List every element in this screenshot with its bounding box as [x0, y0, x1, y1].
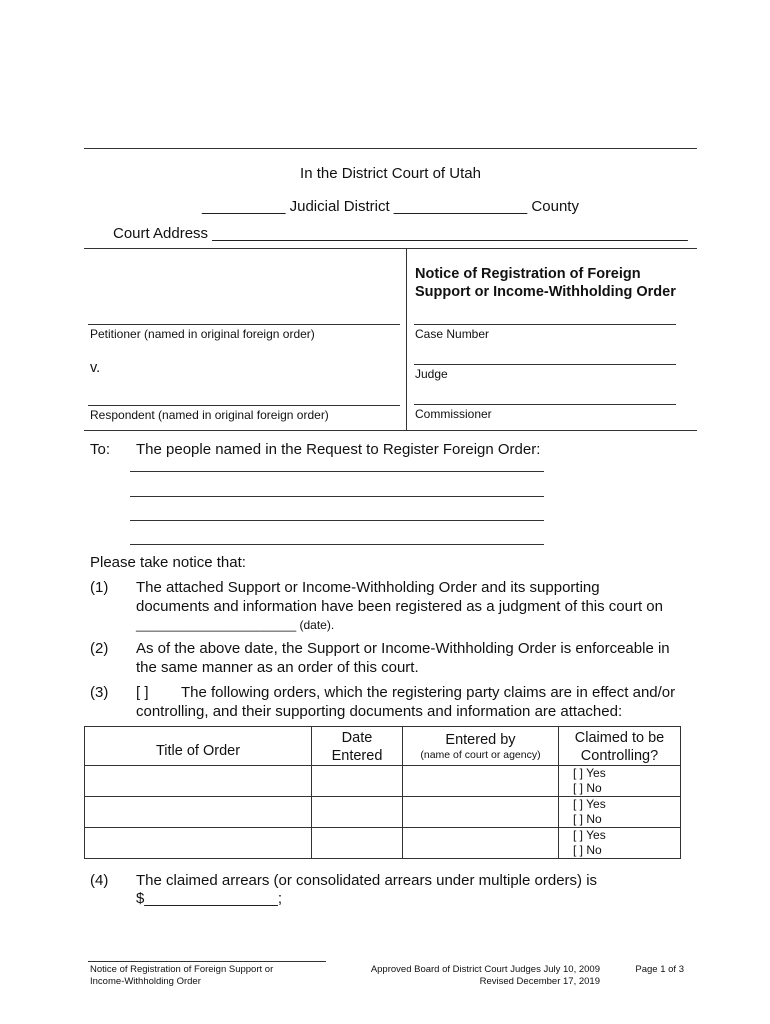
orders-table-header — [85, 727, 681, 766]
respondent-line — [88, 405, 400, 406]
commissioner-label: Commissioner — [415, 407, 492, 421]
claimed-controlling-cell — [559, 797, 681, 828]
item-1-number: (1) — [90, 579, 109, 596]
commissioner-line — [414, 404, 676, 405]
header-date-entered — [312, 727, 403, 766]
petitioner-line — [88, 324, 400, 325]
item-2-line-1: As of the above date, the Support or Income-Withholding Order is enforceable in — [136, 640, 670, 657]
table-row — [85, 828, 681, 859]
no-checkbox[interactable]: [ ] No — [573, 781, 602, 795]
item-4-amount-line: $________________; — [136, 890, 282, 907]
item-4-line-1: The claimed arrears (or consolidated arrears under multiple orders) is — [136, 872, 598, 889]
header-claimed-label-1: Claimed to be — [574, 730, 665, 746]
table-row — [85, 766, 681, 797]
header-claimed-controlling — [559, 727, 681, 766]
court-address-line: Court Address _________________________________________________________ — [113, 225, 688, 242]
case-number-label: Case Number — [415, 327, 490, 341]
caption-bottom-rule — [84, 430, 697, 431]
versus-label: v. — [90, 360, 101, 376]
title-of-order-cell[interactable] — [85, 766, 312, 797]
recipient-line-2 — [130, 496, 544, 497]
item-1-date-line: ________________________ (date). — [136, 618, 335, 632]
entered-by-cell[interactable] — [403, 828, 559, 859]
header-title-of-order — [85, 727, 312, 766]
entered-by-cell[interactable] — [403, 797, 559, 828]
claimed-controlling-cell — [559, 828, 681, 859]
yes-checkbox[interactable]: [ ] Yes — [573, 828, 606, 842]
item-1-line-2: documents and information have been registered as a judgment of this court on — [136, 598, 663, 615]
yes-checkbox[interactable]: [ ] Yes — [573, 797, 606, 811]
entered-by-cell[interactable] — [403, 766, 559, 797]
header-date-label-1: Date — [341, 730, 373, 746]
caption-divider — [406, 248, 407, 430]
item-1-line-1: The attached Support or Income-Withholding Order and its supporting — [136, 579, 600, 596]
judge-label: Judge — [415, 367, 448, 381]
item-3-line-2: controlling, and their supporting documents and information are attached: — [136, 703, 623, 720]
notice-intro: Please take notice that: — [90, 554, 246, 571]
court-name: In the District Court of Utah — [300, 165, 481, 182]
to-text: The people named in the Request to Register Foreign Order: — [136, 441, 541, 458]
respondent-label: Respondent (named in original foreign order) — [90, 408, 329, 422]
header-claimed-label-2: Controlling? — [580, 748, 659, 764]
no-checkbox[interactable]: [ ] No — [573, 812, 602, 826]
recipient-line-1 — [130, 471, 544, 472]
item-2-line-2: the same manner as an order of this court. — [136, 659, 419, 676]
date-entered-cell[interactable] — [312, 766, 403, 797]
recipient-line-4 — [130, 544, 544, 545]
document-title-line2: Support or Income-Withholding Order — [415, 284, 676, 300]
date-entered-cell[interactable] — [312, 828, 403, 859]
recipient-line-3 — [130, 520, 544, 521]
header-title-of-order-label: Title of Order — [155, 743, 241, 759]
yes-checkbox[interactable]: [ ] Yes — [573, 766, 606, 780]
header-top-rule — [84, 148, 697, 149]
title-of-order-cell[interactable] — [85, 828, 312, 859]
item-3-checkbox[interactable]: [ ] — [136, 684, 149, 701]
footer-form-name-1: Notice of Registration of Foreign Support or — [90, 964, 274, 975]
footer-revised: Revised December 17, 2019 — [479, 976, 600, 987]
no-checkbox[interactable]: [ ] No — [573, 843, 602, 857]
district-county-line: __________ Judicial District ________________ County — [202, 198, 579, 215]
date-entered-cell[interactable] — [312, 797, 403, 828]
case-number-line — [414, 324, 676, 325]
to-label: To: — [90, 441, 111, 458]
item-3-number: (3) — [90, 684, 109, 701]
petitioner-label: Petitioner (named in original foreign order) — [90, 327, 315, 341]
judge-line — [414, 364, 676, 365]
title-of-order-cell[interactable] — [85, 797, 312, 828]
item-2-number: (2) — [90, 640, 109, 657]
header-date-label-2: Entered — [331, 748, 383, 764]
header-entered-by-label: Entered by — [445, 732, 516, 748]
footer-approved: Approved Board of District Court Judges July 10, 2009 — [370, 964, 600, 975]
document-title-line1: Notice of Registration of Foreign — [415, 266, 641, 282]
footer-form-name-2: Income-Withholding Order — [90, 976, 201, 987]
item-3-line-1: The following orders, which the registering party claims are in effect and/or — [181, 684, 676, 701]
header-entered-by — [403, 727, 559, 766]
header-entered-by-sub: (name of court or agency) — [420, 749, 541, 761]
footer-page-number: Page 1 of 3 — [635, 964, 684, 975]
claimed-controlling-cell — [559, 766, 681, 797]
footer-rule — [88, 961, 326, 962]
item-4-number: (4) — [90, 872, 109, 889]
table-row — [85, 797, 681, 828]
caption-top-rule — [84, 248, 697, 249]
orders-table — [84, 726, 681, 859]
